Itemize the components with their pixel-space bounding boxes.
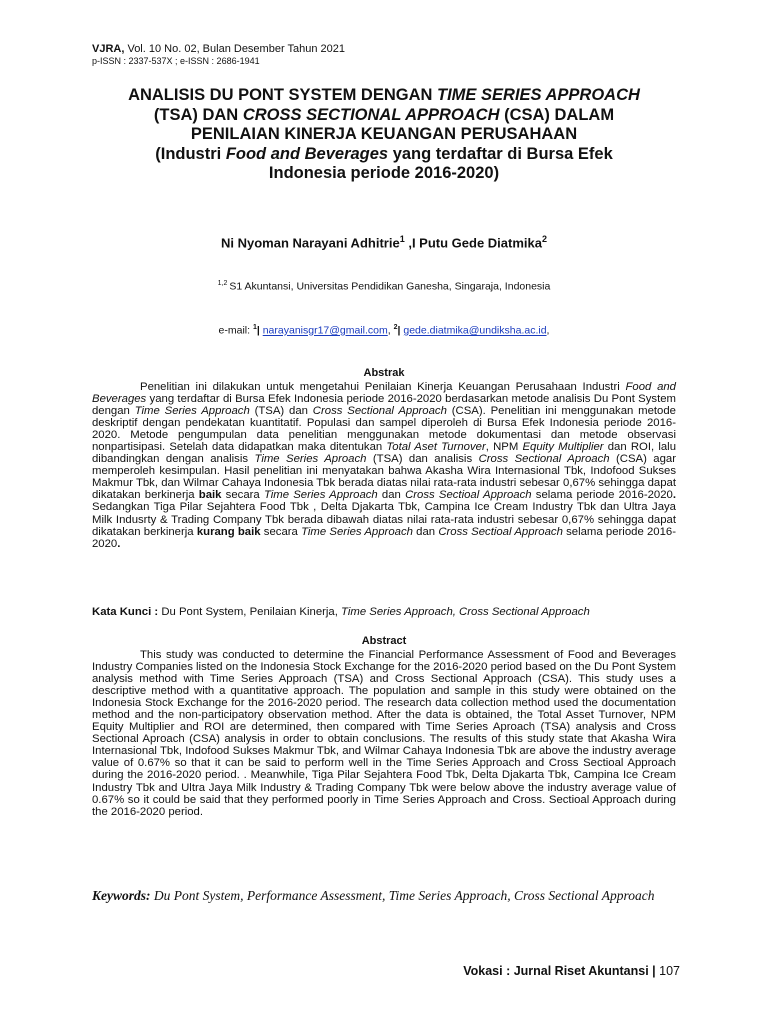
kata-kunci-label: Kata Kunci : <box>92 606 159 618</box>
email-sep-2: | <box>397 324 404 337</box>
journal-name: VJRA, <box>92 43 125 55</box>
abstrak-text-italic: Cross Sectional Aproach <box>478 453 610 466</box>
journal-issue-line <box>92 43 345 56</box>
abstrak-text: secara <box>260 525 302 538</box>
email-line <box>0 324 768 337</box>
journal-header <box>92 43 345 67</box>
abstrak-text-italic: Equity Multiplier <box>522 441 604 454</box>
authors <box>0 234 768 250</box>
abstrak-text-italic: Cross Sectioal Approach <box>405 489 532 502</box>
title-text-italic: Food and Beverages <box>225 144 389 163</box>
title-text: yang terdaftar di Bursa Efek <box>388 144 613 163</box>
journal-issue: Vol. 10 No. 02, Bulan Desember Tahun 2021 <box>124 43 345 55</box>
title-line-4 <box>60 145 708 165</box>
title-text: (TSA) DAN <box>153 105 243 124</box>
title-text: (CSA) DALAM <box>499 105 615 124</box>
abstrak-text-italic: Cross Sectional Approach <box>312 405 447 418</box>
abstrak-text: selama periode 2016-2020 <box>531 489 673 502</box>
abstrak-text: secara <box>221 489 264 502</box>
abstrak-text: yang terdaftar di Bursa Efek Indonesia periode 2016-2020 berdasarkan metode analisis Du Pont System dengan <box>92 393 676 418</box>
title-text: (Industri <box>155 144 226 163</box>
email-link-2[interactable]: gede.diatmika@undiksha.ac.id <box>403 324 547 337</box>
email-comma-1: , <box>387 324 394 337</box>
footer-journal: Vokasi : Jurnal Riset Akuntansi <box>463 964 649 978</box>
author-1-sup: 1 <box>399 234 405 244</box>
abstrak-text: Penelitian ini dilakukan untuk mengetahui Penilaian Kinerja Keuangan Perusahaan Industri <box>140 381 626 393</box>
title-line-1 <box>60 86 708 106</box>
abstrak-text-italic: Food and Beverages <box>92 381 676 406</box>
abstrak-text-italic: Time Series Approach <box>134 405 250 418</box>
abstrak-text: (CSA) agar memperoleh kesimpulan. Hasil penelitian ini menyatakan bahwa Akasha Wira Internasional Tbk, Indofood Sukses Makmur Tbk, dan Wilmar Cahaya Indonesia Tbk berada diatas nilai rata-rata industri sebesar 0,67% sehingga dapat dikatakan berkinerja <box>92 453 676 502</box>
author-separator: , <box>404 235 412 251</box>
abstrak-text-italic: Time Series Approach <box>301 525 413 538</box>
abstrak-text-bold: kurang baik <box>196 525 261 538</box>
abstrak-text: , NPM <box>485 441 523 454</box>
email-sep-1: | <box>256 324 263 337</box>
abstract-paragraph: This study was conducted to determine the Financial Performance Assessment of Food and Beverages Industry Companies listed on the Indonesia Stock Exchange for the 2016-2020 period based on the Du Pont System analysis method with Time Series Approach (TSA) and Cross Sectional Approach (CSA). This study uses a descriptive method with a quantitative approach. The population and sample in this study were obtained on the Indonesia Stock Exchange for the 2016-2020 period. The research data collection method used the documentation method and the non-participatory observation method. After the data is obtained, the Total Asset Turnover, NPM Equity Multiplier and ROI are determined, then compared with Time Series Aproach (TSA) analysis and Cross Sectional Aproach (CSA) analysis in order to obtain conclusions. The results of this study state that Akasha Wira Internasional Tbk, Indofood Sukses Makmur Tbk, and Wilmar Cahaya Indonesia Tbk are above the industry average value of 0.67% so that it can be said to perform well in the Time Series Approach and Cross Sectioal Approach during the 2016-2020 period. . Meanwhile, Tiga Pilar Sejahtera Food Tbk, Delta Djakarta Tbk, Campina Ice Cream Industry Tbk and Ultra Jaya Milk Industry & Trading Company Tbk were below above the industry average value of 0.67% so it could be said that they performed poorly in Time Series Approach and Cross. Sectioal Approach during the 2016-2020 period. <box>92 649 676 818</box>
title-text-italic: TIME SERIES APPROACH <box>437 86 640 104</box>
abstrak-text: (TSA) dan <box>249 405 313 418</box>
abstrak-text: (CSA). Penelitian ini menggunakan metode deskriptif dengan pendekatan kuantitatif. Populasi dan sampel diperoleh di Bursa Efek Indonesia periode 2016-2020. Metode pengumpulan data penelitian menggunakan metode dokumentasi dan metode observasi nonpartisipasi. Setelah data didapatkan maka ditentukan <box>92 405 676 454</box>
affiliation-sup: 1,2 <box>217 280 230 287</box>
keywords-text: Du Pont System, Performance Assessment, Time Series Approach, Cross Sectional Approach <box>150 888 655 903</box>
abstrak-paragraph <box>92 381 676 550</box>
abstrak-text: (TSA) dan analisis <box>366 453 479 466</box>
footer-separator: | <box>648 964 660 978</box>
email-sup-2: 2 <box>393 324 398 331</box>
email-label: e-mail: <box>218 324 253 337</box>
abstrak-text-bold: baik <box>198 489 222 502</box>
abstrak-text-italic: Time Series Approach <box>263 489 378 502</box>
abstract-heading: Abstract <box>361 635 407 647</box>
page-footer <box>463 964 680 978</box>
email-sup-1: 1 <box>252 324 257 331</box>
abstrak-heading: Abstrak <box>363 367 405 379</box>
affiliation <box>0 280 768 293</box>
abstrak-text: selama periode 2016-2020 <box>92 525 676 550</box>
email-comma-2: , <box>546 324 550 337</box>
title-text-italic: CROSS SECTIONAL APPROACH <box>242 105 500 124</box>
author-2: I Putu Gede Diatmika <box>411 235 542 251</box>
abstrak-text-italic: Total Aset Turnover <box>386 441 486 454</box>
abstrak-text: dan <box>412 525 439 538</box>
title-line-5: Indonesia periode 2016-2020) <box>268 164 500 182</box>
abstrak-text: dan ROI, lalu dibandingkan dengan analisis <box>92 441 677 466</box>
kata-kunci <box>92 606 692 618</box>
paper-title <box>60 86 708 184</box>
keywords <box>92 887 692 904</box>
journal-issn: p-ISSN : 2337-537X ; e-ISSN : 2686-1941 <box>92 56 260 66</box>
abstrak-text: dan <box>377 489 406 502</box>
keywords-label: Keywords: <box>92 888 151 903</box>
title-line-3: PENILAIAN KINERJA KEUANGAN PERUSAHAAN <box>190 125 578 143</box>
abstrak-text-bold: . <box>117 537 121 550</box>
page-number: 107 <box>659 964 680 978</box>
title-text: ANALISIS DU PONT SYSTEM DENGAN <box>128 86 438 104</box>
email-link-1[interactable]: narayanisgr17@gmail.com <box>262 324 388 337</box>
author-2-sup: 2 <box>541 234 547 244</box>
abstrak-text-italic: Time Series Aproach <box>254 453 367 466</box>
abstrak-text-bold: . <box>672 489 676 502</box>
kata-kunci-text: Du Pont System, Penilaian Kinerja, <box>158 606 342 618</box>
kata-kunci-text-italic: Time Series Approach, Cross Sectional Approach <box>341 606 590 618</box>
affiliation-text: S1 Akuntansi, Universitas Pendidikan Ganesha, Singaraja, Indonesia <box>229 280 551 293</box>
abstrak-text: Sedangkan Tiga Pilar Sejahtera Food Tbk , Delta Djakarta Tbk, Campina Ice Cream Industry Tbk dan Ultra Jaya Milk Indusrty & Trading Company Tbk berada dibawah diatas nilai rata-rata industri sebesar 0,67% sehingga dapat dikatakan berkinerja <box>92 501 676 538</box>
author-1: Ni Nyoman Narayani Adhitrie <box>221 235 400 251</box>
abstrak-text-italic: Cross Sectioal Approach <box>438 525 563 538</box>
title-line-2 <box>60 106 708 126</box>
